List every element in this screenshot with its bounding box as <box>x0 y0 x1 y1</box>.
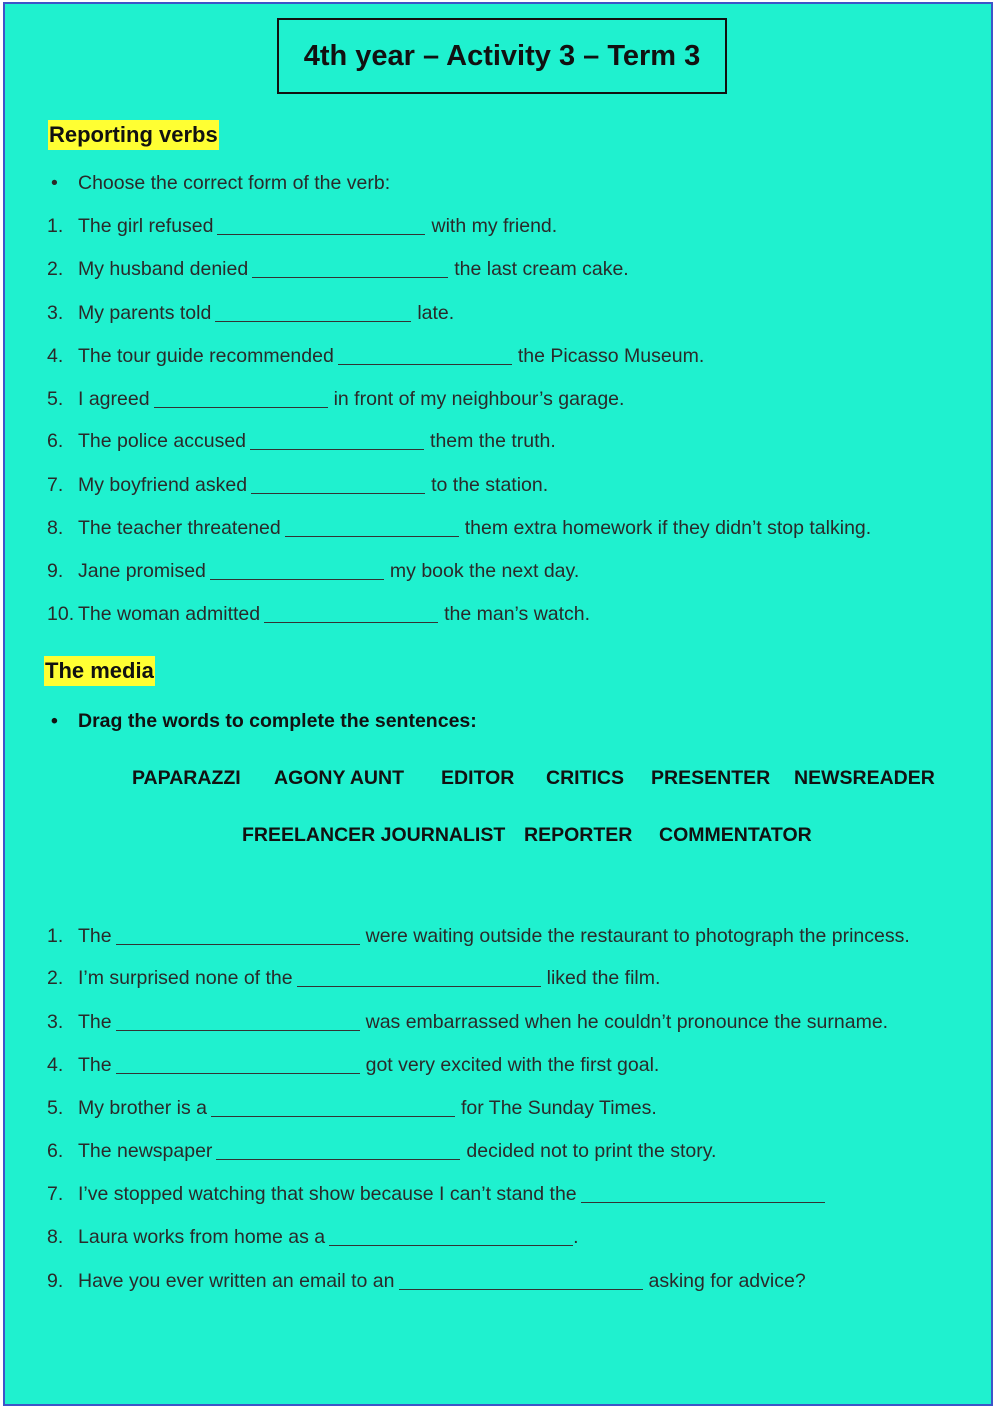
word-chip-agony-aunt[interactable]: AGONY AUNT <box>274 767 405 789</box>
exercise-item: 6. The police accused them the truth. <box>47 430 556 452</box>
exercise-item: 5. My brother is a for The Sunday Times. <box>47 1097 657 1119</box>
drop-blank[interactable] <box>116 1010 360 1031</box>
instruction-the-media: • Drag the words to complete the sentences: <box>47 709 477 733</box>
word-chip-paparazzi[interactable]: PAPARAZZI <box>132 767 241 789</box>
exercise-item: 3. The was embarrassed when he couldn’t pronounce the surname. <box>47 1011 889 1033</box>
exercise-item: 8. The teacher threatened them extra homework if they didn’t stop talking. <box>47 517 872 539</box>
word-chip-critics[interactable]: CRITICS <box>546 767 624 789</box>
exercise-item: 7. I’ve stopped watching that show because I can’t stand the <box>47 1182 831 1206</box>
instruction-reporting-verbs: • Choose the correct form of the verb: <box>47 171 390 195</box>
drop-blank[interactable] <box>211 1096 455 1117</box>
word-chip-freelancer-journalist[interactable]: FREELANCER JOURNALIST <box>242 824 506 846</box>
answer-blank[interactable] <box>210 559 384 580</box>
word-chip-editor[interactable]: EDITOR <box>441 767 515 789</box>
answer-blank[interactable] <box>285 516 459 537</box>
exercise-item: 2. My husband denied the last cream cake. <box>47 258 629 280</box>
worksheet-title: 4th year – Activity 3 – Term 3 <box>277 18 727 94</box>
answer-blank[interactable] <box>154 387 328 408</box>
drop-blank[interactable] <box>399 1269 643 1290</box>
exercise-item: 4. The tour guide recommended the Picasso Museum. <box>47 345 705 367</box>
drop-blank[interactable] <box>297 966 541 987</box>
exercise-item: 1. The girl refused with my friend. <box>47 215 558 237</box>
drop-blank[interactable] <box>116 1053 360 1074</box>
exercise-item: 9. Jane promised my book the next day. <box>47 560 580 582</box>
answer-blank[interactable] <box>251 473 425 494</box>
answer-blank[interactable] <box>338 344 512 365</box>
answer-blank[interactable] <box>252 257 448 278</box>
drop-blank[interactable] <box>581 1182 825 1203</box>
exercise-item: 2. I’m surprised none of the liked the film. <box>47 967 661 989</box>
worksheet-page <box>3 2 993 1406</box>
drop-blank[interactable] <box>116 924 360 945</box>
answer-blank[interactable] <box>264 602 438 623</box>
word-chip-newsreader[interactable]: NEWSREADER <box>794 767 935 789</box>
exercise-item: 4. The got very excited with the first goal. <box>47 1054 660 1076</box>
exercise-item: 5. I agreed in front of my neighbour’s garage. <box>47 388 625 410</box>
drop-blank[interactable] <box>216 1139 460 1160</box>
exercise-item: 9. Have you ever written an email to an asking for advice? <box>47 1270 806 1292</box>
answer-blank[interactable] <box>215 301 411 322</box>
word-chip-reporter[interactable]: REPORTER <box>524 824 633 846</box>
drop-blank[interactable] <box>329 1225 573 1246</box>
bullet-icon: • <box>51 172 58 194</box>
exercise-item: 1. The were waiting outside the restaurant to photograph the princess. <box>47 925 910 947</box>
section-heading-the-media: The media <box>44 656 155 686</box>
section-heading-reporting-verbs: Reporting verbs <box>48 120 219 150</box>
answer-blank[interactable] <box>250 429 424 450</box>
word-chip-commentator[interactable]: COMMENTATOR <box>659 824 812 846</box>
exercise-item: 6. The newspaper decided not to print the story. <box>47 1140 717 1162</box>
exercise-item: 8. Laura works from home as a . <box>47 1226 579 1248</box>
word-chip-presenter[interactable]: PRESENTER <box>651 767 771 789</box>
exercise-item: 7. My boyfriend asked to the station. <box>47 474 549 496</box>
exercise-item: 3. My parents told late. <box>47 302 455 324</box>
bullet-icon: • <box>51 710 58 732</box>
answer-blank[interactable] <box>217 214 425 235</box>
exercise-item: 10. The woman admitted the man’s watch. <box>47 603 591 625</box>
